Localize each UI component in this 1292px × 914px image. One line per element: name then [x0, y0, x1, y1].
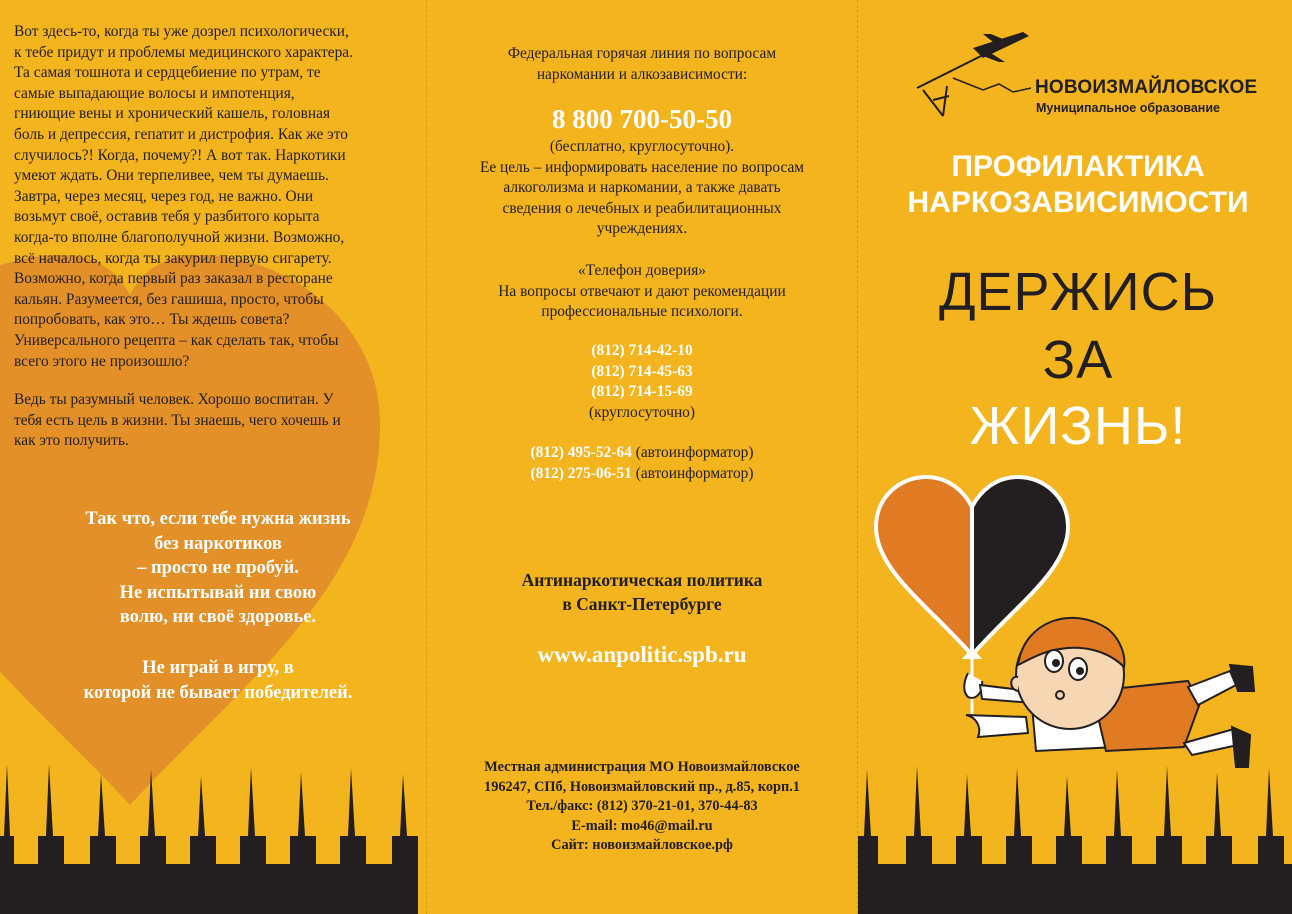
text-line: попробовать, как это… Ты ждешь совета?	[14, 311, 290, 329]
auto-info-number[interactable]: (812) 275-06-51	[530, 464, 632, 482]
paragraph-2	[14, 390, 414, 452]
text-line[interactable]: Сайт: новоизмайловское.рф	[551, 837, 733, 853]
text-line: алкоголизма и наркомании, а также давать	[503, 179, 781, 197]
trust-phone-list	[427, 341, 857, 423]
admin-contacts	[427, 758, 857, 856]
callout-line: волю, ни своё здоровье.	[119, 607, 317, 627]
text-line: гниющие вены и хронический кашель, головная	[14, 105, 331, 123]
text-line: умеют ждать. Они терпеливее, чем ты думаешь.	[14, 167, 329, 185]
text-line: к тебе придут и проблемы медицинского характера.	[14, 43, 353, 61]
text-line: всё началось, когда ты закурил первую сигарету.	[14, 249, 332, 267]
text-line: как это получить.	[14, 432, 129, 450]
title-line: ПРОФИЛАКТИКА	[951, 150, 1205, 183]
slogan-line-3: ЖИЗНЬ!	[969, 396, 1187, 456]
heart-balloon-icon	[858, 455, 1292, 785]
logo-subtitle: Муниципальное образование	[1036, 101, 1220, 115]
slogan-line-1: ДЕРЖИСЬ	[938, 262, 1218, 322]
text-line: Завтра, через месяц, через год, не важно. Они	[14, 187, 314, 205]
auto-info-number[interactable]: (812) 495-52-64	[530, 444, 632, 461]
text-line: Антинаркотическая политика	[521, 570, 763, 590]
callout-line: – просто не пробуй.	[137, 558, 299, 578]
text-line: На вопросы отвечают и дают рекомендации	[498, 282, 786, 300]
text-line: Ведь ты разумный человек. Хорошо воспитан. У	[14, 391, 334, 408]
text-line: случилось?! Когда, почему?! А вот так. Наркотики	[14, 146, 346, 164]
text-line: наркомании и алкозависимости:	[536, 65, 748, 83]
paragraph-1	[14, 22, 414, 372]
text-line: сведения о лечебных и реабилитационных	[502, 199, 782, 217]
middle-panel	[427, 0, 857, 914]
logo-name: НОВОИЗМАЙЛОВСКОЕ	[1035, 77, 1258, 98]
text-line: Ее цель – информировать население по вопросам	[479, 158, 805, 176]
trust-phone-section	[427, 261, 857, 323]
auto-info-row	[427, 443, 857, 464]
callout-line: без наркотиков	[154, 533, 282, 554]
page-title	[878, 149, 1278, 221]
text-line: профессиональные психологи.	[541, 303, 743, 321]
intro-paragraph	[14, 22, 414, 372]
text-line: всего этого не произошло?	[14, 352, 190, 370]
text-line: тебя есть цель в жизни. Ты знаешь, чего хочешь и	[14, 411, 341, 429]
stripes-decoration	[0, 764, 426, 914]
trust-phone-number[interactable]: (812) 714-42-10	[591, 342, 693, 359]
hotline-number[interactable]: 8 800 700-50-50	[552, 104, 732, 134]
text-line: самые выпадающие волосы и импотенция,	[14, 84, 295, 102]
callout-line: которой не бывает победителей.	[83, 682, 353, 703]
text-line: возьмут своё, оставив тебя у разбитого корыта	[14, 208, 320, 226]
hotline-note: (бесплатно, круглосуточно).	[549, 138, 735, 155]
slogan-line-2: ЗА	[1042, 330, 1114, 390]
text-line: когда-то вполне благополучной жизни. Возможно,	[14, 228, 345, 246]
text-line: Вот здесь-то, когда ты уже дозрел психологически,	[14, 23, 349, 40]
airplane-logo-icon	[913, 28, 1033, 120]
text-line: 196247, СПб, Новоизмайловский пр., д.85, корп.1	[484, 778, 800, 795]
stripes-decoration	[858, 764, 1292, 914]
text-line: кальян. Разумеется, без гашиша, просто, чтобы	[14, 290, 324, 308]
text-line[interactable]: E-mail: mo46@mail.ru	[571, 817, 713, 834]
callout-line: Не испытывай ни свою	[119, 582, 317, 603]
callout-line: Не играй в игру, в	[142, 658, 294, 678]
trust-phones-note: (круглосуточно)	[588, 403, 696, 421]
callout-line: Так что, если тебе нужна жизнь	[85, 509, 351, 529]
trust-phone-number[interactable]: (812) 714-15-69	[591, 383, 693, 401]
policy-title	[427, 568, 857, 616]
auto-info-row	[427, 464, 857, 485]
text-line: боль и депрессия, гепатит и дистрофия. Как же это	[14, 125, 349, 143]
child-figure	[964, 618, 1254, 767]
callout-no-winners	[8, 656, 426, 705]
auto-info-list	[427, 443, 857, 484]
text-line: Универсального рецепта – как сделать так, чтобы	[14, 331, 339, 349]
text-line: в Санкт-Петербурге	[562, 594, 722, 614]
hotline-details	[427, 137, 857, 240]
title-line: НАРКОЗАВИСИМОСТИ	[907, 186, 1249, 219]
auto-info-label: (автоинформатор)	[635, 444, 754, 461]
hotline-intro	[427, 44, 857, 85]
text-line: Тел./факс: (812) 370-21-01, 370-44-83	[526, 798, 758, 814]
right-panel	[858, 0, 1292, 914]
left-panel	[0, 0, 426, 914]
trust-phone-number[interactable]: (812) 714-45-63	[591, 362, 693, 380]
text-line: Федеральная горячая линия по вопросам	[507, 45, 777, 62]
website-link[interactable]: www.anpolitic.spb.ru	[537, 642, 747, 667]
text-line: Возможно, когда первый раз заказал в ресторане	[14, 270, 333, 288]
text-line: Та самая тошнота и сердцебиение по утрам, те	[14, 64, 321, 82]
text-line: учреждениях.	[596, 220, 688, 238]
callout-advice	[8, 507, 426, 630]
text-line: Местная администрация МО Новоизмайловское	[484, 759, 800, 775]
trust-phone-title: «Телефон доверия»	[577, 262, 707, 279]
auto-info-label: (автоинформатор)	[635, 464, 754, 482]
